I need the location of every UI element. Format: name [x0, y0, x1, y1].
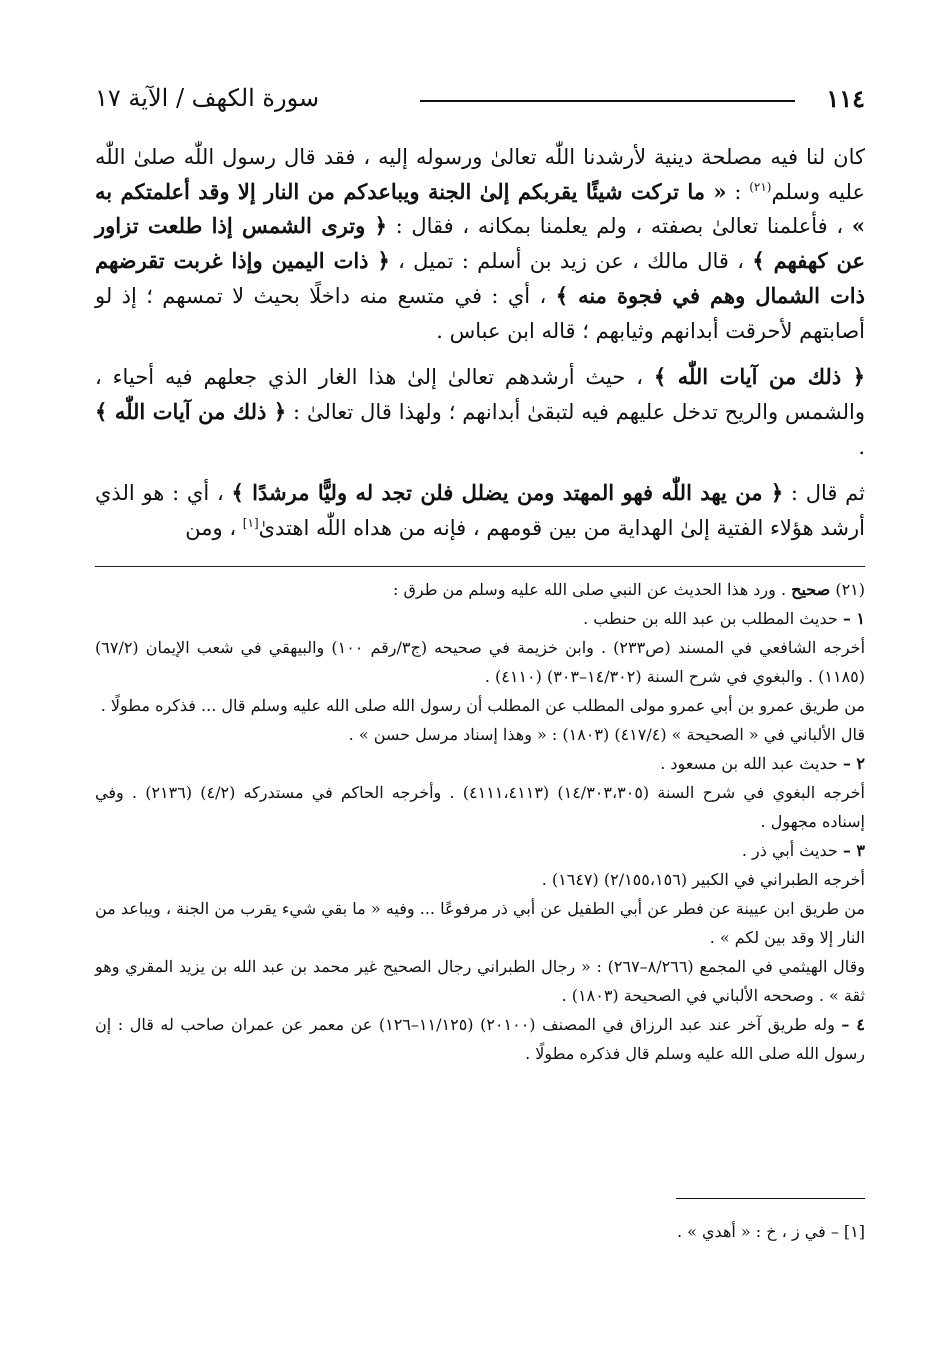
- note-21: (٢١) صحيح . ورد هذا الحديث عن النبي صلى الله عليه وسلم من طرق :: [392, 580, 865, 599]
- footnote-1: [95, 1219, 865, 1245]
- hadith-quote: « ما تركت شيئًا يقربكم إلىٰ الجنة ويباعدكم من النار إلا وقد أعلمتكم به »: [95, 178, 865, 239]
- quran-quote: ﴿ ذلك من آيات اللّٰه ﴾: [653, 364, 865, 390]
- footnote-separator: [676, 1198, 865, 1199]
- note-item-3-haythami: وقال الهيثمي في المجمع (٨/٢٦٦–٢٦٧) : « رجال الطبراني رجال الصحيح غير محمد بن عبد الله بن يزيد المقري وهو ثقة » . وصححه الألباني في الصحيحة (١٨٠٣) .: [95, 957, 866, 1005]
- header-rule: [420, 100, 795, 102]
- paragraph-3: ثم قال : ﴿ من يهد اللّٰه فهو المهتد ومن يضلل فلن تجد له وليًّا مرشدًا ﴾ ، أي : هو الذي أرشد هؤلاء الفتية إلىٰ الهداية من بين قومهم ، فإنه من هداه اللّٰه اهتدىٰ[١] ، ومن: [95, 480, 865, 541]
- note-item-3: ٣ – حديث أبي ذر .: [741, 841, 865, 860]
- surah-title: سورة الكهف / الآية ١٧: [95, 84, 320, 112]
- note-item-1-chain: من طريق عمرو بن أبي عمرو مولى المطلب عن المطلب أن رسول الله صلى الله عليه وسلم قال ... فذكره مطولًا .: [100, 696, 865, 715]
- note-item-3-chain: من طريق ابن عيينة عن فطر عن أبي الطفيل عن أبي ذر مرفوعًا ... وفيه « ما بقي شيء يقرب من الجنة ، ويباعد من النار إلا وقد بين لكم » .: [95, 899, 865, 947]
- footnote-number: [١]: [843, 1222, 865, 1241]
- notes-separator: [95, 566, 865, 567]
- note-item-1-source: أخرجه الشافعي في المسند (ص٢٣٣) . وابن خزيمة في صحيحه (ج٣/رقم ١٠٠) والبيهقي في شعب الإيمان (٦٧/٢) (١١٨٥) . والبغوي في شرح السنة (١٤/٣٠٢–٣٠٣) (٤١١٠) .: [95, 638, 866, 686]
- paragraph-1: كان لنا فيه مصلحة دينية لأرشدنا اللّٰه تعالىٰ ورسوله إليه ، فقد قال رسول اللّٰه صلىٰ اللّٰه عليه وسلم$^{(٢١)}$ : « ما تركت شيئًا يقربكم إلىٰ الجنة ويباعدكم من النار إلا وقد أعلمتكم به » ، فأعلمنا تعالىٰ بصفته ، ولم يعلمنا بمكانه ، فقال : ﴿ وترى الشمس إذا طلعت تزاور عن كهفهم ﴾ ، قال مالك ، عن زيد بن أسلم : تميل ، ﴿ ذات اليمين وإذا غربت تقرضهم ذات الشمال وهم في فجوة منه ﴾ ، أي : في متسع منه داخلًا بحيث لا تمسهم ؛ إذ لو أصابتهم لأحرقت أبدانهم وثيابهم ؛ قاله ابن عباس .: [95, 145, 866, 343]
- page-number: ١١٤: [826, 84, 865, 113]
- quran-quote: ﴿ ذات اليمين وإذا غربت تقرضهم ذات الشمال وهم في فجوة منه ﴾: [95, 248, 865, 308]
- note-item-2: ٢ – حديث عبد الله بن مسعود .: [660, 754, 865, 773]
- main-text: [95, 140, 865, 546]
- footnote-ref-21: (٢١): [749, 179, 772, 194]
- note-item-4: ٤ – وله طريق آخر عند عبد الرزاق في المصنف (٢٠١٠٠) (١١/١٢٥–١٢٦) عن معمر عن عمران صاحب له قال : إن رسول الله صلى الله عليه وسلم قال فذكره مطولًا .: [95, 1015, 865, 1063]
- note-item-1: ١ – حديث المطلب بن عبد الله بن حنطب .: [583, 609, 865, 628]
- note-item-3-source: أخرجه الطبراني في الكبير (٢/١٥٥،١٥٦) (١٦٤٧) .: [541, 870, 865, 889]
- hadith-grade: صحيح: [791, 580, 831, 599]
- note-item-2-source: أخرجه البغوي في شرح السنة (١٤/٣٠٣،٣٠٥) (٤١١١،٤١١٣) . وأخرجه الحاكم في مستدركه (٤/٢) (٢١٣٦) . وفي إسناده مجهول .: [95, 783, 865, 831]
- footnote-text: – في ز ، خ : « أهدي » .: [676, 1222, 844, 1241]
- takhrij-notes: [95, 575, 865, 1068]
- quran-quote: ﴿ ذلك من آيات اللّٰه ﴾: [95, 398, 287, 424]
- quran-quote: ﴿ من يهد اللّٰه فهو المهتد ومن يضلل فلن تجد له وليًّا مرشدًا ﴾: [231, 480, 784, 506]
- paragraph-2: ﴿ ذلك من آيات اللّٰه ﴾ ، حيث أرشدهم تعالىٰ إلىٰ هذا الغار الذي جعلهم فيه أحياء ، والشمس والريح تدخل عليهم فيه لتبقىٰ أبدانهم ؛ ولهذا قال تعالىٰ : ﴿ ذلك من آيات اللّٰه ﴾ .: [95, 364, 866, 459]
- note-item-1-albani: قال الألباني في « الصحيحة » (٤١٧/٤) (١٨٠٣) : « وهذا إسناد مرسل حسن » .: [348, 725, 865, 744]
- footnote-ref-1: [١]: [242, 516, 259, 531]
- page-header: [95, 84, 865, 120]
- quran-quote: ﴿ وترى الشمس إذا طلعت تزاور عن كهفهم ﴾: [95, 213, 866, 274]
